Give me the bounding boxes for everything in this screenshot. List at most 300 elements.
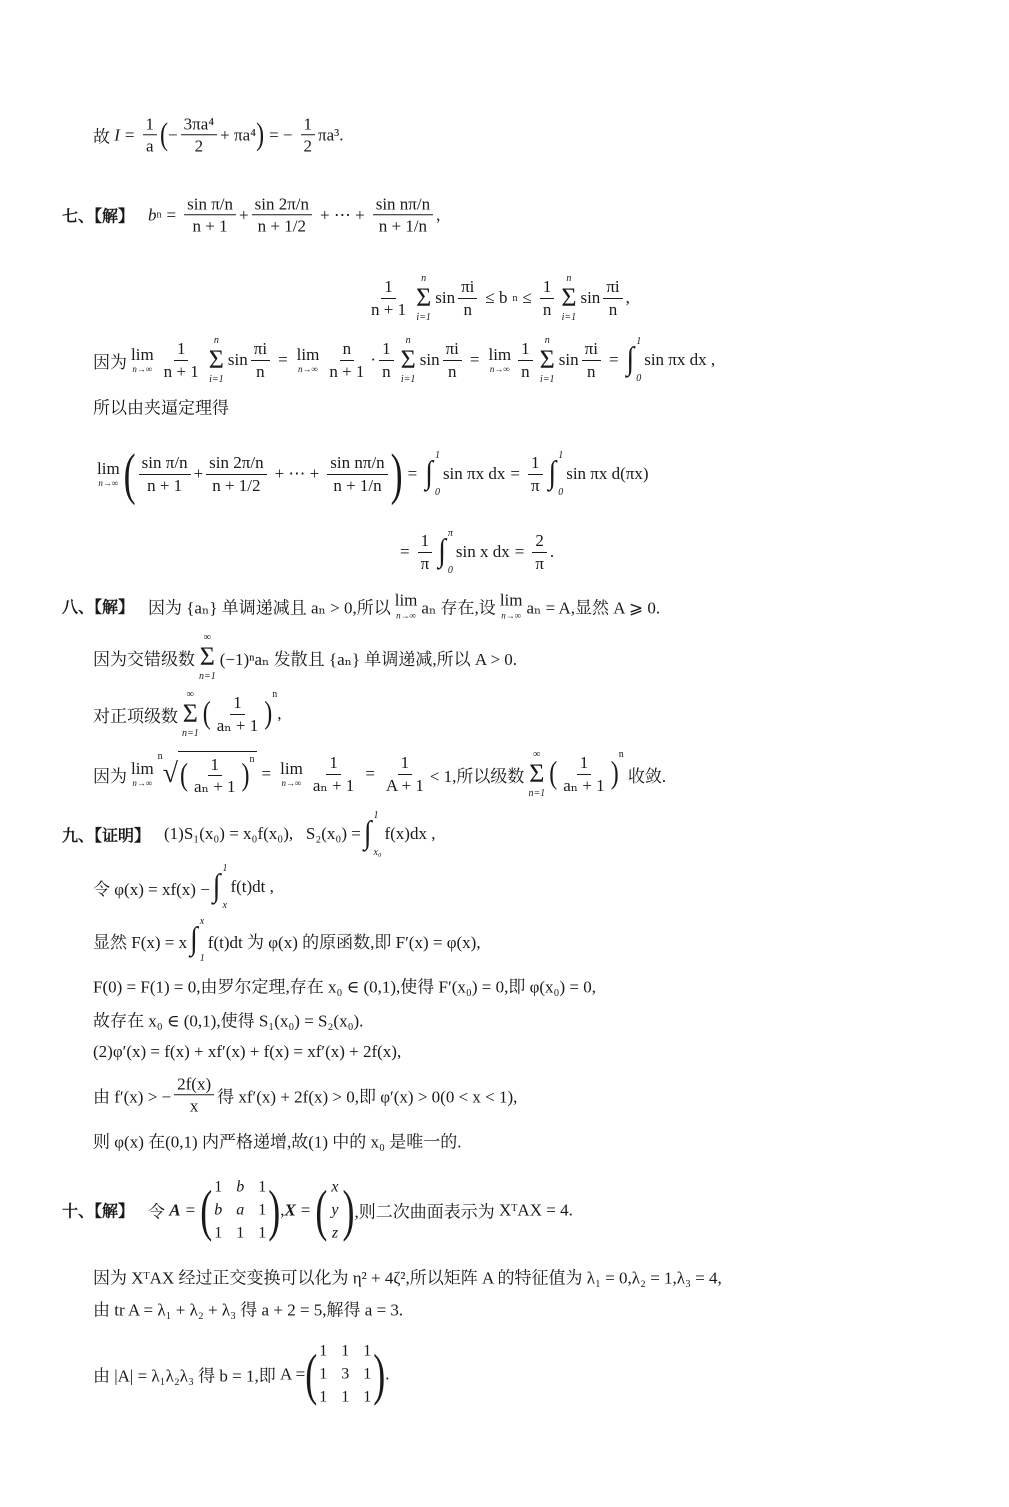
text: ≤ — [522, 288, 532, 307]
den: n — [447, 361, 457, 381]
sum: ∞ Σ n=1 — [182, 689, 199, 739]
fraction — [206, 452, 266, 496]
sum-bottom: i=1 — [209, 374, 224, 385]
text: 所以由夹逼定理得 — [93, 398, 229, 418]
num: πi — [603, 276, 622, 298]
num: 1 — [301, 113, 316, 135]
num: sin nπ/n — [373, 193, 433, 215]
den: 2 — [194, 136, 204, 156]
sum: n Σ i=1 — [416, 273, 432, 323]
matrix-entry: y — [331, 1201, 339, 1219]
int-bottom: 0 — [558, 487, 564, 498]
text: = — [407, 464, 418, 483]
den: aₙ + 1 — [563, 775, 605, 795]
text: 显然 F(x) = x — [93, 932, 188, 952]
sum: n Σ i=1 — [208, 335, 224, 385]
text: 对正项级数 — [93, 706, 178, 726]
matrix-entry: 3 — [341, 1365, 350, 1383]
sum-bottom: n=1 — [528, 788, 546, 799]
text: 故存在 x₀ ∈ (0,1),使得 S₁(x₀) = S₂(x₀). — [93, 1011, 364, 1031]
limit — [395, 591, 418, 622]
text: 由 f′(x) > − — [93, 1087, 172, 1107]
integral: ∫ π 0 — [438, 528, 453, 576]
den: n — [608, 299, 618, 319]
text: = — [185, 1200, 196, 1219]
sum-bottom: i=1 — [539, 374, 555, 385]
sum: ∞ Σ n=1 — [528, 749, 546, 799]
sum-top: n — [566, 273, 572, 284]
paren: ( — [315, 1178, 328, 1242]
limit — [500, 591, 523, 622]
num: 1 — [540, 276, 555, 298]
text: X — [284, 1200, 296, 1219]
sum-bottom: n=1 — [182, 728, 199, 739]
fraction — [310, 752, 358, 796]
text: 由 tr A = λ₁ + λ₂ + λ₃ 得 a + 2 = 5,解得 a = 3. — [93, 1300, 404, 1320]
text: 因为 XᵀAX 经过正交变换可以化为 η² + 4ζ²,所以矩阵 A 的特征值为 λ₁ = 0,λ₂ = 1,λ₃ = 4, — [93, 1268, 722, 1288]
limit — [297, 345, 320, 376]
text: 令 — [148, 1202, 166, 1222]
matrix-entry: 1 — [319, 1365, 328, 1383]
text: = — [365, 764, 375, 783]
s9-line8 — [93, 1128, 461, 1153]
text: = — [300, 1200, 311, 1219]
fraction — [540, 276, 555, 320]
fraction — [603, 276, 622, 320]
paren: ) — [373, 1342, 386, 1406]
s10-line1 — [62, 1178, 573, 1243]
s8-line1 — [62, 591, 660, 622]
int-bottom: 0 — [447, 565, 453, 576]
num: 1 — [379, 338, 394, 360]
fraction — [327, 452, 387, 496]
s7-result: lim n→∞ ( $\frac{\text{sin π/n}}{n + 1}$ + $\frac{\sin 2\pi/n}{n + 1/2}$ + ⋯ + $\frac{\text{sin nπ/n}}{n + 1/n}$ ) = ∫ 1 0 sin πx dx = $\frac{1}{\pi}$ ∫ 1 0 sin πx d(πx) — [97, 442, 649, 506]
text: sin — [435, 288, 456, 307]
num: 1 — [230, 692, 245, 714]
s10-line3 — [93, 1296, 403, 1321]
fraction — [214, 692, 262, 736]
text: = — [510, 464, 520, 483]
matrix-entry: b — [236, 1178, 245, 1196]
paren: ) — [264, 697, 273, 731]
matrix-entry: 1 — [319, 1342, 328, 1360]
matrix-entry: b — [214, 1201, 223, 1219]
limit — [131, 345, 154, 376]
sum-top: ∞ — [533, 749, 541, 760]
num: sin 2π/n — [206, 452, 266, 474]
text: F(0) = F(1) = 0,由罗尔定理,存在 x₀ ∈ (0,1),使得 F′(x₀) = 0,即 φ(x₀) = 0, — [93, 977, 596, 997]
paren: ( — [180, 758, 189, 793]
s9-line6 — [93, 1042, 401, 1062]
lim: lim — [131, 344, 154, 364]
den: n + 1 — [163, 361, 199, 381]
integral: ∫ 1 x₀ — [363, 810, 382, 858]
den: π — [535, 553, 544, 573]
text: (−1)ⁿaₙ 发散且 {aₙ} 单调递减,所以 A > 0. — [219, 649, 518, 669]
s10-line2 — [93, 1264, 722, 1289]
lim-sub: n→∞ — [396, 610, 417, 621]
den: n — [256, 361, 265, 381]
text: = — [469, 350, 480, 369]
section-heading: 七、【解】 — [62, 206, 135, 226]
fraction — [181, 113, 218, 157]
paren: ( — [123, 442, 136, 506]
text: < 1,所以级数 — [429, 766, 525, 786]
text: sin — [580, 288, 601, 307]
fraction — [174, 1073, 214, 1117]
sum: ∞ Σ n=1 — [199, 632, 216, 682]
int-bottom: 0 — [434, 487, 440, 498]
text: . — [385, 1364, 390, 1383]
integral: ∫ 1 0 — [425, 450, 440, 498]
text: + ⋯ + — [274, 464, 320, 483]
lim: lim — [499, 590, 523, 610]
int-bottom: x — [222, 900, 227, 911]
sum-top: ∞ — [203, 632, 211, 643]
sum-bottom: n=1 — [199, 671, 216, 682]
text: ,则二次曲面表示为 — [354, 1202, 495, 1222]
matrix-A-result — [319, 1342, 371, 1407]
text: n — [156, 209, 162, 221]
den: 2 — [303, 136, 313, 156]
lim: lim — [488, 344, 512, 364]
text: = − — [269, 125, 293, 144]
fraction — [252, 193, 312, 237]
den: aₙ + 1 — [312, 775, 355, 795]
text: 令 φ(x) = xf(x) − — [93, 879, 210, 899]
lim-sub: n→∞ — [501, 610, 522, 621]
text: n — [618, 749, 624, 760]
section-heading: 九、【证明】 — [62, 825, 151, 845]
paren: ) — [268, 1178, 281, 1242]
sum-top: ∞ — [186, 689, 194, 700]
text: , — [625, 288, 630, 307]
int-top: π — [447, 528, 453, 539]
text: 因为 — [93, 352, 127, 372]
text: (2)φ′(x) = f(x) + xf′(x) + f(x) = xf′(x) + 2f(x), — [93, 1042, 402, 1061]
text: n — [512, 292, 518, 304]
text: 由 |A| = λ₁λ₂λ₃ 得 b = 1,即 — [93, 1366, 276, 1386]
fraction — [184, 193, 236, 237]
num: sin nπ/n — [327, 452, 387, 474]
den: n + 1 — [147, 475, 183, 495]
text: 因为 — [93, 766, 127, 786]
integral: ∫ 1 0 — [626, 336, 642, 384]
matrix-entry: 1 — [363, 1342, 372, 1360]
num: 1 — [398, 752, 413, 774]
s7-bn: 七、【解】 b n = $\frac{\text{sin π/n}}{n + 1}$ + $\frac{\sin 2\pi/n}{n + 1/2}$ + ⋯ + $\frac{\text{sin nπ/n}}{n + 1/n}$ , — [62, 194, 441, 236]
den: n + 1 — [371, 299, 407, 319]
text: , — [277, 704, 282, 723]
den: x — [189, 1096, 199, 1116]
limit — [280, 759, 303, 790]
text: = — [400, 542, 410, 561]
paren: ) — [241, 758, 250, 793]
paren: ) — [610, 757, 619, 791]
text: f(t)dt 为 φ(x) 的原函数,即 F′(x) = φ(x), — [207, 932, 481, 952]
paren: ( — [305, 1342, 318, 1406]
matrix-entry: 1 — [236, 1224, 245, 1242]
vector-X — [331, 1178, 338, 1243]
s7-inequality — [365, 273, 630, 323]
num: 1 — [381, 276, 396, 298]
s10-line4 — [93, 1342, 389, 1407]
den: n — [542, 299, 552, 319]
paren: ( — [160, 118, 169, 152]
text: n — [272, 689, 278, 700]
text: A — [169, 1200, 181, 1219]
den: n + 1/n — [378, 216, 428, 236]
text: sin — [558, 350, 579, 369]
lim-sub: n→∞ — [132, 778, 153, 789]
matrix-entry: 1 — [214, 1178, 223, 1196]
s7-result-2 — [395, 528, 554, 576]
lim-sub: n→∞ — [298, 364, 318, 375]
text: πa³. — [318, 125, 344, 144]
matrix-entry: 1 — [258, 1201, 267, 1219]
text: sin x dx — [455, 542, 510, 561]
num: sin π/n — [139, 452, 191, 474]
fraction — [301, 113, 316, 157]
den: n + 1 — [329, 361, 365, 381]
int-top: 1 — [636, 336, 642, 347]
sum: n Σ i=1 — [561, 273, 577, 323]
matrix-entry: a — [236, 1201, 245, 1219]
sum: n Σ i=1 — [400, 335, 416, 385]
num: sin 2π/n — [252, 193, 312, 215]
fraction — [418, 530, 433, 574]
num: 1 — [174, 338, 189, 360]
matrix-A — [214, 1178, 266, 1243]
fraction — [518, 338, 533, 382]
fraction — [458, 276, 477, 320]
int-top: 1 — [434, 450, 440, 461]
den: n — [521, 361, 530, 381]
num: 2 — [532, 530, 547, 552]
sum-top: n — [421, 273, 427, 284]
int-bottom: x₀ — [373, 847, 382, 858]
section-heading: 十、【解】 — [62, 1201, 135, 1221]
num: sin π/n — [184, 193, 236, 215]
num: 1 — [326, 752, 341, 774]
den: n + 1/2 — [212, 475, 261, 495]
num: 3πa⁴ — [181, 113, 218, 135]
num: 1 — [418, 530, 433, 552]
s9-line4 — [93, 973, 596, 998]
paren: ( — [549, 757, 558, 791]
text: , — [436, 205, 441, 224]
sum-bottom: i=1 — [416, 312, 431, 323]
limit — [97, 459, 120, 490]
paren: ) — [256, 118, 265, 152]
den: n + 1/2 — [257, 216, 306, 236]
text: A = — [280, 1364, 306, 1383]
sum-bottom: i=1 — [561, 312, 577, 323]
sum-top: n — [213, 335, 219, 346]
num: 1 — [143, 113, 158, 135]
matrix-entry: 1 — [341, 1388, 350, 1406]
text: (1)S₁(x₀) = x₀f(x₀), S₂(x₀) = — [164, 824, 361, 843]
lim-sub: n→∞ — [98, 478, 119, 489]
text: XᵀAX = 4. — [499, 1200, 573, 1219]
num: 2f(x) — [174, 1073, 214, 1095]
num: πi — [458, 276, 477, 298]
num: πi — [251, 338, 270, 360]
num: 1 — [208, 754, 223, 776]
text: sin πx dx — [442, 464, 506, 483]
int-top: 1 — [373, 810, 379, 821]
text: 得 xf′(x) + 2f(x) > 0,即 φ′(x) > 0(0 < x < 1), — [217, 1087, 518, 1107]
s8-line2 — [93, 632, 517, 682]
int-top: x — [199, 916, 205, 927]
fraction — [143, 113, 158, 157]
fraction — [139, 452, 191, 496]
text: = — [278, 350, 288, 369]
num: 1 — [518, 338, 533, 360]
lim: lim — [131, 758, 154, 778]
text: aₙ 存在,设 — [421, 598, 496, 618]
integral: ∫ x 1 — [190, 916, 205, 964]
matrix-entry: z — [331, 1224, 339, 1242]
matrix-entry: 1 — [363, 1365, 372, 1383]
int-bottom: 0 — [636, 373, 642, 384]
text: + πa⁴ — [220, 125, 257, 144]
text: 收敛. — [627, 766, 667, 786]
matrix-entry: 1 — [258, 1178, 267, 1196]
s9-line1 — [62, 810, 435, 858]
text: . — [549, 542, 555, 561]
paren: ) — [342, 1178, 355, 1242]
sum-bottom: i=1 — [400, 374, 416, 385]
lim-sub: n→∞ — [489, 364, 510, 375]
text: b — [148, 205, 157, 224]
s8-line3 — [93, 689, 282, 739]
limit — [131, 759, 154, 790]
int-bottom: 1 — [199, 953, 205, 964]
fraction — [532, 530, 547, 574]
section-heading: 八、【解】 — [62, 597, 135, 617]
integral: ∫ 1 0 — [548, 450, 564, 498]
fraction — [191, 754, 239, 798]
s9-line5 — [93, 1007, 363, 1032]
s9-line2 — [93, 863, 274, 911]
text: = — [166, 205, 177, 224]
fraction — [528, 452, 543, 496]
s7-squeeze — [93, 394, 229, 419]
lim-sub: n→∞ — [132, 364, 153, 375]
num: 1 — [528, 452, 543, 474]
den: a — [145, 136, 154, 156]
s9-line3 — [93, 916, 481, 964]
den: π — [420, 553, 430, 573]
s7-limit — [93, 335, 715, 385]
text: aₙ = A,显然 A ⩾ 0. — [526, 598, 661, 618]
sum-top: n — [405, 335, 411, 346]
text: 因为交错级数 — [93, 649, 195, 669]
s9-line7 — [93, 1073, 517, 1117]
formula-I: 故 I = $\frac{1}{a}$ ( − $\frac{\text{3πa⁴}}{2}$ + πa⁴ ) = − $\frac{1}{2}$ πa³. — [93, 114, 344, 156]
text: = — [124, 125, 135, 144]
matrix-entry: 1 — [319, 1388, 328, 1406]
int-top: 1 — [558, 450, 564, 461]
den: n — [463, 299, 472, 319]
den: n + 1/n — [333, 475, 382, 495]
fraction — [326, 338, 367, 382]
paren: ( — [200, 1178, 213, 1242]
root: n √ ( $\frac{1}{\text{aₙ + 1}}$ ) $^n$ — [157, 750, 255, 796]
text: 故 — [93, 127, 110, 147]
text: = — [514, 542, 525, 561]
text: = — [261, 764, 272, 783]
fraction — [251, 338, 270, 382]
num: πi — [582, 338, 601, 360]
text: 则 φ(x) 在(0,1) 内严格递增,故(1) 中的 x₀ 是唯一的. — [93, 1132, 462, 1152]
den: A + 1 — [385, 775, 424, 795]
matrix-entry: 1 — [363, 1388, 372, 1406]
num: πi — [443, 338, 462, 360]
text: n — [249, 753, 255, 765]
den: n — [382, 361, 391, 381]
sum-top: n — [544, 335, 550, 346]
text: sin πx d(πx) — [566, 464, 649, 483]
text: = — [608, 350, 619, 369]
num: n — [340, 338, 355, 360]
integral: ∫ 1 x — [212, 863, 228, 911]
fraction — [560, 752, 608, 796]
text: sin — [227, 350, 248, 369]
den: π — [530, 475, 540, 495]
s8-line4 — [93, 749, 666, 799]
matrix-entry: 1 — [258, 1224, 267, 1242]
int-top: 1 — [222, 863, 228, 874]
den: aₙ + 1 — [216, 715, 259, 735]
text: f(x)dx , — [384, 824, 436, 843]
lim: lim — [280, 758, 303, 778]
paren: ( — [202, 697, 211, 731]
matrix-entry: x — [331, 1178, 339, 1196]
matrix-entry: 1 — [214, 1224, 223, 1242]
fraction — [379, 338, 394, 382]
fraction — [443, 338, 462, 382]
den: aₙ + 1 — [194, 777, 236, 796]
lim: lim — [97, 458, 120, 478]
limit — [488, 345, 511, 376]
fraction — [383, 752, 427, 796]
fraction — [373, 193, 433, 237]
text: 因为 {aₙ} 单调递减且 aₙ > 0,所以 — [148, 598, 391, 618]
text: , — [280, 1200, 285, 1219]
den: n + 1 — [192, 216, 228, 236]
lim: lim — [394, 590, 418, 610]
matrix-entry: 1 — [341, 1342, 350, 1360]
fraction — [368, 276, 409, 320]
text: n — [157, 750, 163, 762]
num: 1 — [577, 752, 592, 774]
text: sin πx dx , — [644, 350, 716, 369]
lim: lim — [296, 344, 320, 364]
text: ≤ b — [485, 288, 508, 307]
den: n — [587, 361, 596, 381]
fraction — [161, 338, 202, 382]
text: sin — [419, 350, 440, 369]
sum: n Σ i=1 — [539, 335, 555, 385]
text: · — [370, 350, 377, 369]
paren: ) — [390, 442, 403, 506]
text: I — [114, 125, 120, 144]
fraction — [582, 338, 601, 382]
text: + ⋯ + — [320, 205, 365, 224]
text: f(t)dt , — [230, 877, 274, 896]
